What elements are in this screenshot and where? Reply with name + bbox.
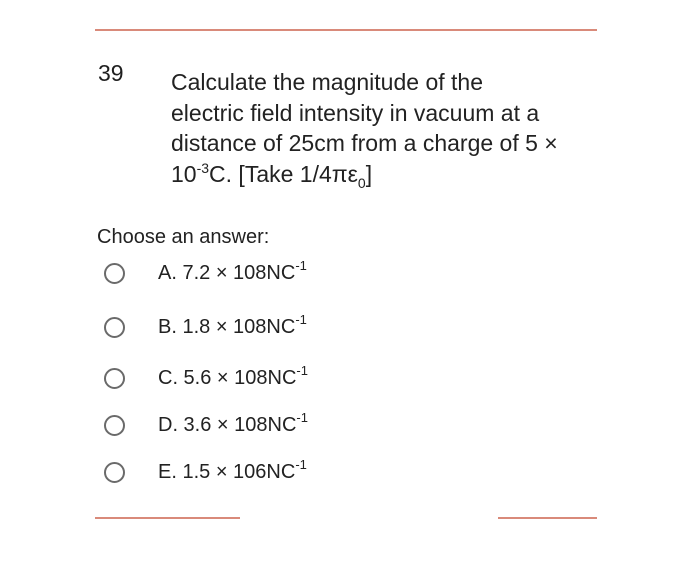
option-b-text: B. 1.8 × 108NC	[158, 315, 296, 338]
option-d-text: D. 3.6 × 108NC	[158, 413, 297, 436]
option-a-text: A. 7.2 × 108NC	[158, 261, 296, 284]
radio-button-icon[interactable]	[104, 462, 125, 483]
answer-option-label	[158, 456, 307, 484]
question-line-4-mid: C. [Take 1/4πε	[209, 160, 358, 187]
option-e-text: E. 1.5 × 106NC	[158, 460, 296, 483]
option-c-text: C. 5.6 × 108NC	[158, 366, 297, 389]
answer-option-a[interactable]	[104, 256, 424, 290]
top-divider	[95, 29, 597, 31]
radio-button-icon[interactable]	[104, 263, 125, 284]
question-line-2: electric field intensity in vacuum at a	[171, 99, 540, 126]
answer-option-label	[158, 311, 307, 339]
option-a-exponent: -1	[295, 257, 307, 273]
radio-button-icon[interactable]	[104, 317, 125, 338]
answer-option-d[interactable]	[104, 408, 424, 442]
question-number: 39	[98, 60, 124, 86]
bottom-left-divider	[95, 517, 240, 519]
question-line-4-base: 10	[171, 160, 197, 187]
radio-button-icon[interactable]	[104, 368, 125, 389]
question-line-3: distance of 25cm from a charge of 5 ×	[171, 130, 558, 156]
answer-option-e[interactable]	[104, 455, 424, 489]
answer-option-label	[158, 362, 308, 390]
option-b-exponent: -1	[295, 311, 307, 327]
radio-button-icon[interactable]	[104, 415, 125, 436]
question-line-4-end: ]	[365, 160, 373, 187]
question-text	[171, 67, 611, 189]
answer-option-label	[158, 257, 307, 285]
question-line-4-exponent: -3	[196, 159, 210, 176]
option-e-exponent: -1	[295, 456, 307, 472]
answer-option-c[interactable]	[104, 361, 424, 395]
option-d-exponent: -1	[296, 409, 308, 425]
bottom-right-divider	[498, 517, 597, 519]
answer-option-label	[158, 409, 308, 437]
question-line-1: Calculate the magnitude of the	[171, 69, 483, 95]
answer-option-b[interactable]	[104, 310, 424, 344]
question-line-4	[171, 159, 611, 190]
question-line-4-subscript: 0	[357, 174, 366, 191]
option-c-exponent: -1	[296, 362, 308, 378]
choose-answer-prompt: Choose an answer:	[97, 226, 270, 248]
